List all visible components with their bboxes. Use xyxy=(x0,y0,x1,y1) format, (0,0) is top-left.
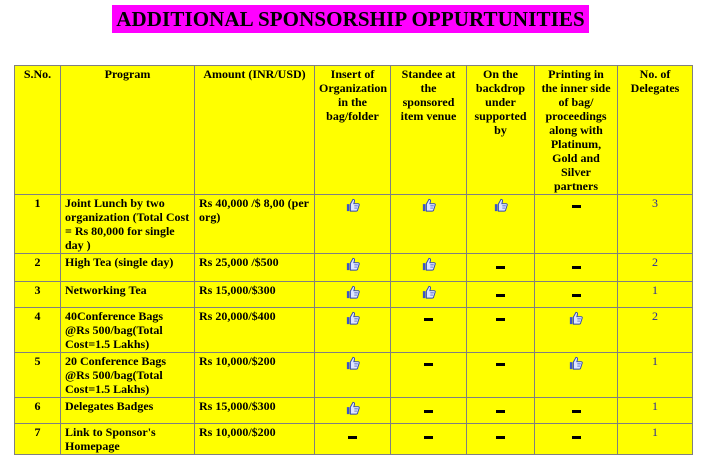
cell-sno: 7 xyxy=(15,424,61,455)
table-row xyxy=(15,195,693,254)
cell-amount: Rs 15,000/$300 xyxy=(195,398,315,424)
header-backdrop: On the backdrop under supported by xyxy=(467,66,535,195)
thumbs-up-icon xyxy=(422,257,436,271)
cell-delegates: 2 xyxy=(618,308,693,353)
sponsorship-table xyxy=(14,65,693,455)
cell-program: Joint Lunch by two organization (Total Cost = Rs 80,000 for single day ) xyxy=(61,195,195,254)
table-row xyxy=(15,398,693,424)
cell-backdrop xyxy=(467,254,535,282)
cell-sno: 2 xyxy=(15,254,61,282)
cell-sno: 3 xyxy=(15,282,61,308)
thumbs-up-icon xyxy=(346,257,360,271)
header-program: Program xyxy=(61,66,195,195)
cell-amount: Rs 15,000/$300 xyxy=(195,282,315,308)
cell-delegates: 1 xyxy=(618,353,693,398)
cell-backdrop xyxy=(467,424,535,455)
cell-sno: 6 xyxy=(15,398,61,424)
dash-icon xyxy=(424,318,433,321)
cell-standee xyxy=(391,195,467,254)
thumbs-up-icon xyxy=(422,198,436,212)
cell-delegates: 1 xyxy=(618,424,693,455)
cell-amount: Rs 10,000/$200 xyxy=(195,424,315,455)
thumbs-up-icon xyxy=(569,311,583,325)
cell-program: 20 Conference Bags @Rs 500/bag(Total Cost=1.5 Lakhs) xyxy=(61,353,195,398)
cell-program: 40Conference Bags @Rs 500/bag(Total Cost=1.5 Lakhs) xyxy=(61,308,195,353)
cell-standee xyxy=(391,254,467,282)
thumbs-up-icon xyxy=(346,285,360,299)
header-delegates: No. of Delegates xyxy=(618,66,693,195)
cell-program: Networking Tea xyxy=(61,282,195,308)
cell-amount: Rs 20,000/$400 xyxy=(195,308,315,353)
cell-amount: Rs 10,000/$200 xyxy=(195,353,315,398)
dash-icon xyxy=(572,410,581,413)
cell-printing xyxy=(535,353,618,398)
thumbs-up-icon xyxy=(569,356,583,370)
dash-icon xyxy=(424,436,433,439)
table-row xyxy=(15,424,693,455)
dash-icon xyxy=(496,294,505,297)
thumbs-up-icon xyxy=(494,198,508,212)
cell-standee xyxy=(391,308,467,353)
cell-program: Delegates Badges xyxy=(61,398,195,424)
cell-program: Link to Sponsor's Homepage xyxy=(61,424,195,455)
table-row xyxy=(15,308,693,353)
cell-delegates: 1 xyxy=(618,398,693,424)
cell-backdrop xyxy=(467,282,535,308)
header-insert: Insert of Organization in the bag/folder xyxy=(315,66,391,195)
cell-standee xyxy=(391,398,467,424)
cell-sno: 4 xyxy=(15,308,61,353)
cell-backdrop xyxy=(467,195,535,254)
dash-icon xyxy=(572,294,581,297)
dash-icon xyxy=(572,205,581,208)
cell-delegates: 2 xyxy=(618,254,693,282)
thumbs-up-icon xyxy=(346,311,360,325)
cell-standee xyxy=(391,282,467,308)
dash-icon xyxy=(496,266,505,269)
cell-insert xyxy=(315,424,391,455)
cell-insert xyxy=(315,282,391,308)
cell-standee xyxy=(391,353,467,398)
cell-amount: Rs 25,000 /$500 xyxy=(195,254,315,282)
header-sno: S.No. xyxy=(15,66,61,195)
table-body xyxy=(15,195,693,455)
cell-backdrop xyxy=(467,308,535,353)
dash-icon xyxy=(424,410,433,413)
cell-delegates: 3 xyxy=(618,195,693,254)
cell-amount: Rs 40,000 /$ 8,00 (per org) xyxy=(195,195,315,254)
cell-printing xyxy=(535,424,618,455)
header-row xyxy=(15,66,693,195)
title-wrapper xyxy=(0,5,701,33)
cell-insert xyxy=(315,308,391,353)
cell-printing xyxy=(535,308,618,353)
dash-icon xyxy=(496,363,505,366)
dash-icon xyxy=(496,410,505,413)
dash-icon xyxy=(496,436,505,439)
thumbs-up-icon xyxy=(346,198,360,212)
dash-icon xyxy=(572,266,581,269)
cell-insert xyxy=(315,398,391,424)
dash-icon xyxy=(572,436,581,439)
header-standee: Standee at the sponsored item venue xyxy=(391,66,467,195)
thumbs-up-icon xyxy=(346,356,360,370)
cell-sno: 1 xyxy=(15,195,61,254)
thumbs-up-icon xyxy=(422,285,436,299)
cell-insert xyxy=(315,195,391,254)
thumbs-up-icon xyxy=(346,401,360,415)
cell-program: High Tea (single day) xyxy=(61,254,195,282)
table-row xyxy=(15,254,693,282)
dash-icon xyxy=(348,436,357,439)
dash-icon xyxy=(424,363,433,366)
cell-standee xyxy=(391,424,467,455)
cell-insert xyxy=(315,353,391,398)
header-amount: Amount (INR/USD) xyxy=(195,66,315,195)
table-row xyxy=(15,353,693,398)
cell-printing xyxy=(535,195,618,254)
header-printing: Printing in the inner side of bag/ proceedings along with Platinum, Gold and Silver partners xyxy=(535,66,618,195)
dash-icon xyxy=(496,318,505,321)
table-row xyxy=(15,282,693,308)
cell-insert xyxy=(315,254,391,282)
cell-printing xyxy=(535,282,618,308)
cell-printing xyxy=(535,398,618,424)
cell-delegates: 1 xyxy=(618,282,693,308)
cell-sno: 5 xyxy=(15,353,61,398)
cell-backdrop xyxy=(467,353,535,398)
page-title: ADDITIONAL SPONSORSHIP OPPURTUNITIES xyxy=(112,5,588,33)
cell-backdrop xyxy=(467,398,535,424)
cell-printing xyxy=(535,254,618,282)
